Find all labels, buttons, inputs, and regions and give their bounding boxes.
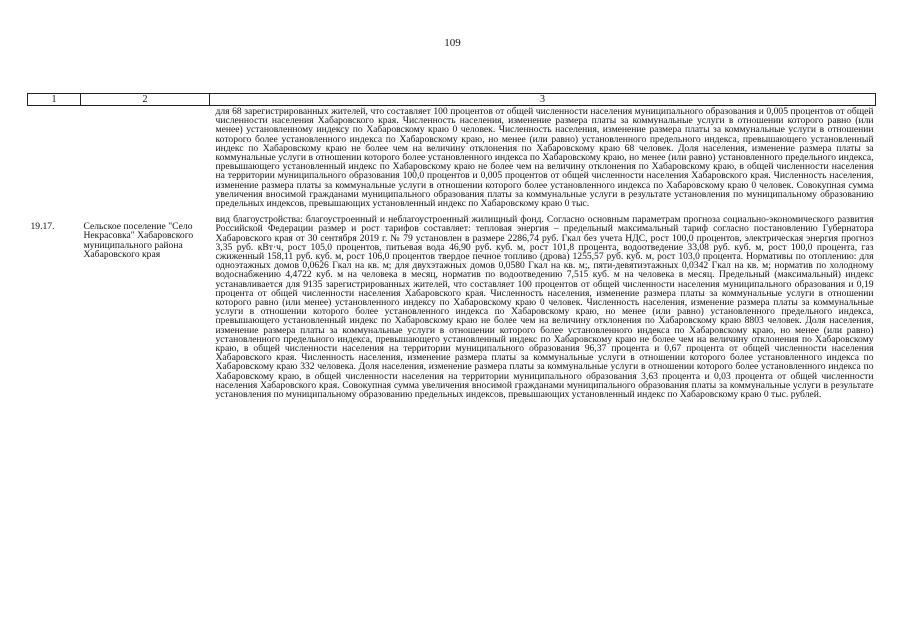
document-table [27, 93, 876, 399]
table-row [28, 214, 876, 399]
table-header-row [28, 94, 876, 106]
header-col-3: 3 [210, 94, 876, 106]
page-number: 109 [444, 37, 461, 49]
header-col-2: 2 [81, 94, 210, 106]
continuation-row [28, 106, 876, 209]
row-number: 19.17. [30, 221, 55, 233]
row-description: вид благоустройства: благоустроенный и неблагоустроенный жилищный фонд. Согласно основным параметрам прогноза социально-экономического развития Российской Федерации размер и рост тарифов составляет: тепловая энергия – предельный максимальный тариф согласно постановлению Губернатора Хабаровского края от 30 сентября 2019 г. № 79 установлен в размере 2286,74 руб. Гкал без учета НДС, рост 100,0 процентов, электрическая энергия прогноз 3,35 руб. кВт·ч, рост 105,0 процентов, питьевая вода 46,90 руб. куб. м, рост 101,8 процента, водоотведение 33,08 руб. куб. м, рост 100,0 процента, газ сжиженный 158,11 руб. куб. м, рост 106,0 процентов твердое печное топливо (дрова) 1255,57 руб. куб. м, рост 103,0 процента. Нормативы по отоплению: для одноэтажных домов 0,0626 Гкал на кв. м; для двухэтажных домов 0,0580 Гкал на кв. м;, пяти-девятиэтажных 0,0342 Гкал на кв. м; норматив по холодному водоснабжению 4,4722 куб. м на человека в месяц, норматив по водоотведению 7,515 куб. м на человека в месяц. Предельный (максимальный) индекс устанавливается для 9135 зарегистрированных жителей, что составляет 100 процентов от общей численности населения муниципального образования и 0,19 процента от общей численности населения Хабаровского края. Численность населения, изменение размера платы за коммунальные услуги в отношении которого равно (или менее) установленного индексу по Хабаровскому краю 0 человек. Численность населения, изменение размера платы за коммунальные услуги в отношении которого более установленного индекса по Хабаровскому краю, но менее (или равно) установленного предельного индекса, превышающего установленный индекс по Хабаровскому краю не более чем на величину отклонения по Хабаровскому краю 8803 человек. Доля населения, изменение размера платы за коммунальные услуги в отношении которого более установленного индекса по Хабаровскому краю, но менее (или равно) установленного предельного индекса, превышающего установленный индекс по Хабаровскому краю не более чем на величину отклонения по Хабаровскому краю, в общей численности населения на территории муниципального образования 96,37 процента и 0,67 процента от общей численности населения Хабаровского края. Численность населения, изменение размера платы за коммунальные услуги в отношении которого более установленного индекса по Хабаровскому краю 332 человека. Доля населения, изменение размера платы за коммунальные услуги в отношении которого более установленного индекса по Хабаровскому краю, в общей численности населения на территории муниципального образования 3,63 процента и 0,03 процента от общей численности населения Хабаровского края. Совокупная сумма увеличения вносимой гражданами муниципального образования платы за коммунальные услуги в результате установления по муниципальному образованию предельных индексов, превышающих установленный индекс по Хабаровскому краю 0 тыс. рублей. [215, 214, 874, 401]
continuation-text: для 68 зарегистрированных жителей, что составляет 100 процентов от общей численности населения муниципального образования и 0,005 процентов от общей численности населения Хабаровского края. Численность населения, изменение размера платы за коммунальные услуги в отношении которого равно (или менее) установленному индексу по Хабаровскому краю 0 человек. Численность населения, изменение размера платы за коммунальные услуги в отношении которого более установленного индекса по Хабаровскому краю, но менее (или равно) установленного предельного индекса, превышающего установленный индекс по Хабаровскому краю не более чем на величину отклонения по Хабаровскому краю 68 человек. Доля населения, изменение размера платы за коммунальные услуги в отношении которого более установленного индекса по Хабаровскому краю, но менее (или равно) установленного предельного индекса, превышающего установленный индекс по Хабаровскому краю не более чем на величину отклонения по Хабаровскому краю, в общей численности населения на территории муниципального образования 100,0 процентов и 0,005 процентов от общей численности населения Хабаровского края. Численность населения, изменение размера платы за коммунальные услуги в отношении которого более установленного индекса по Хабаровскому краю 0 человек. Совокупная сумма увеличения вносимой гражданами муниципального образования платы за коммунальные услуги в результате установления по муниципальному образованию предельных индексов, превышающих установленный индекс по Хабаровскому краю 0 тыс. [215, 106, 874, 210]
municipality-name: Сельское поселение "Село Некрасовка" Хабаровского муниципального района Хабаровского края [83, 221, 194, 260]
header-col-1: 1 [28, 94, 81, 106]
